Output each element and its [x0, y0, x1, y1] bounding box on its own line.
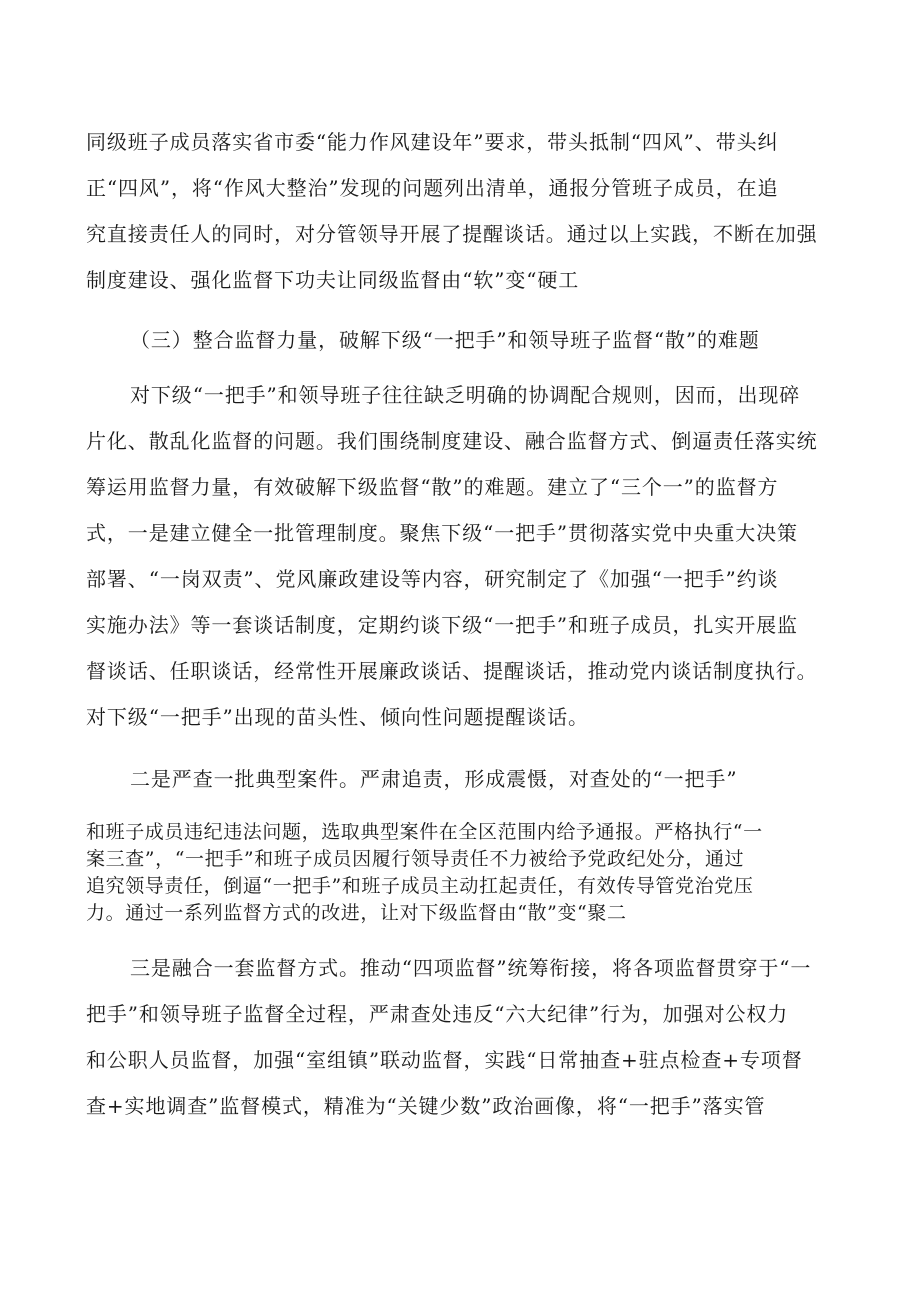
paragraph-line: 追究领导责任，倒逼“一把手”和班子成员主动扛起责任，有效传导管党治党压 [86, 875, 754, 897]
paragraph-line: 究直接责任人的同时，对分管领导开展了提醒谈话。通过以上实践，不断在加强 [86, 222, 818, 246]
paragraph-line: 二是严查一批典型案件。严肃追责，形成震慑，对查处的“一把手” [130, 767, 738, 791]
paragraph-line: 式，一是建立健全一批管理制度。聚焦下级“一把手”贯彻落实党中央重大决策 [86, 521, 798, 545]
paragraph-line: 和班子成员违纪违法问题，选取典型案件在全区范围内给予通报。严格执行“一 [86, 821, 763, 843]
paragraph-line: 督谈话、任职谈话，经常性开展廉政谈话、提醒谈话，推动党内谈话制度执行。 [86, 659, 818, 683]
paragraph-line: 正“四风”，将“作风大整治”发现的问题列出清单，通报分管班子成员，在追 [86, 176, 779, 200]
paragraph-line: 把手”和领导班子监督全过程，严肃查处违反“六大纪律”行为，加强对公权力 [86, 1002, 789, 1026]
paragraph-line: 案三查”，“一把手”和班子成员因履行领导责任不力被给予党政纪处分，通过 [86, 848, 745, 870]
paragraph-line: 同级班子成员落实省市委“能力作风建设年”要求，带头抵制“四风”、带头纠 [86, 130, 779, 154]
paragraph-line: 制度建设、强化监督下功夫让同级监督由“软”变“硬工 [86, 268, 580, 292]
section-heading: （三）整合监督力量，破解下级“一把手”和领导班子监督“散”的难题 [130, 328, 760, 352]
paragraph-line: 对下级“一把手”出现的苗头性、倾向性问题提醒谈话。 [86, 705, 589, 729]
paragraph-line: 对下级“一把手”和领导班子往往缺乏明确的协调配合规则，因而，出现碎 [130, 383, 801, 407]
paragraph-line: 力。通过一系列监督方式的改进，让对下级监督由“散”变“聚二 [86, 902, 627, 924]
paragraph-line: 片化、散乱化监督的问题。我们围绕制度建设、融合监督方式、倒逼责任落实统 [86, 429, 818, 453]
paragraph-line: 筹运用监督力量，有效破解下级监督“散”的难题。建立了“三个一”的监督方 [86, 475, 779, 499]
paragraph-line: 查+实地调查”监督模式，精准为“关键少数”政治画像，将“一把手”落实管 [86, 1094, 766, 1118]
paragraph-line: 三是融合一套监督方式。推动“四项监督”统筹衔接，将各项监督贯穿于“一 [130, 956, 812, 980]
paragraph-line: 实施办法》等一套谈话制度，定期约谈下级“一把手”和班子成员，扎实开展监 [86, 613, 798, 637]
paragraph-line: 部署、“一岗双责”、党风廉政建设等内容，研究制定了《加强“一把手”约谈 [86, 567, 779, 591]
paragraph-line: 和公职人员监督，加强“室组镇”联动监督，实践“日常抽查+驻点检查+专项督 [86, 1048, 803, 1072]
